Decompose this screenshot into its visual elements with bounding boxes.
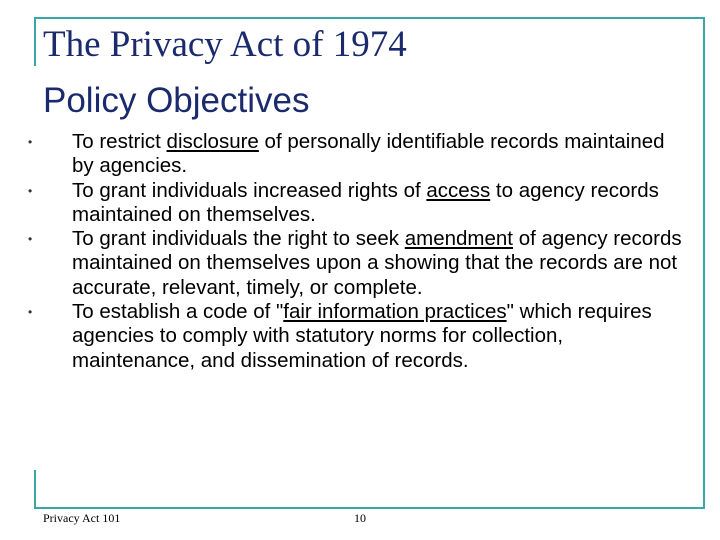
bullet-dot-icon: • bbox=[28, 305, 33, 320]
bullet-text: To grant individuals increased rights of bbox=[72, 178, 427, 202]
bullet-emphasis: access bbox=[426, 178, 491, 202]
bullet-dot-icon: • bbox=[28, 135, 33, 149]
bullet-text: To establish a code of " bbox=[72, 300, 284, 324]
frame-left-line bbox=[34, 17, 36, 66]
frame-bottom-left-line bbox=[34, 470, 36, 509]
bullet-dot-icon: • bbox=[28, 232, 33, 247]
bullet-text: of agency records maintained on themselves upon a showing that the records are not accurate, relevant, timely, or complete. bbox=[72, 227, 682, 299]
bullet-item bbox=[28, 130, 688, 179]
footer-label: Privacy Act 101 bbox=[43, 511, 121, 525]
slide-title: The Privacy Act of 1974 bbox=[43, 24, 407, 65]
frame-right-line bbox=[703, 17, 705, 508]
bullet-text: of personally identifiable records maintained by agencies. bbox=[72, 130, 665, 178]
bullet-dot-icon: • bbox=[28, 183, 33, 198]
bullet-emphasis: disclosure bbox=[166, 130, 259, 153]
bullet-text: To restrict bbox=[72, 130, 167, 153]
slide-subtitle: Policy Objectives bbox=[43, 81, 310, 120]
bullet-item bbox=[28, 300, 688, 373]
bullet-text: " which requires agencies to comply with statutory norms for collection, maintenance, and dissemination of records. bbox=[72, 300, 652, 372]
frame-top-line bbox=[34, 17, 704, 19]
bullet-text: To grant individuals the right to seek bbox=[72, 227, 405, 251]
bullet-text: to agency records maintained on themselves. bbox=[72, 178, 659, 226]
bullet-emphasis: amendment bbox=[404, 227, 514, 251]
bullet-emphasis: fair information practices bbox=[283, 300, 507, 324]
frame-bottom-line bbox=[34, 507, 705, 509]
page-number: 10 bbox=[354, 511, 366, 525]
bullet-list bbox=[28, 130, 688, 373]
bullet-item bbox=[28, 227, 688, 300]
bullet-item bbox=[28, 179, 688, 228]
